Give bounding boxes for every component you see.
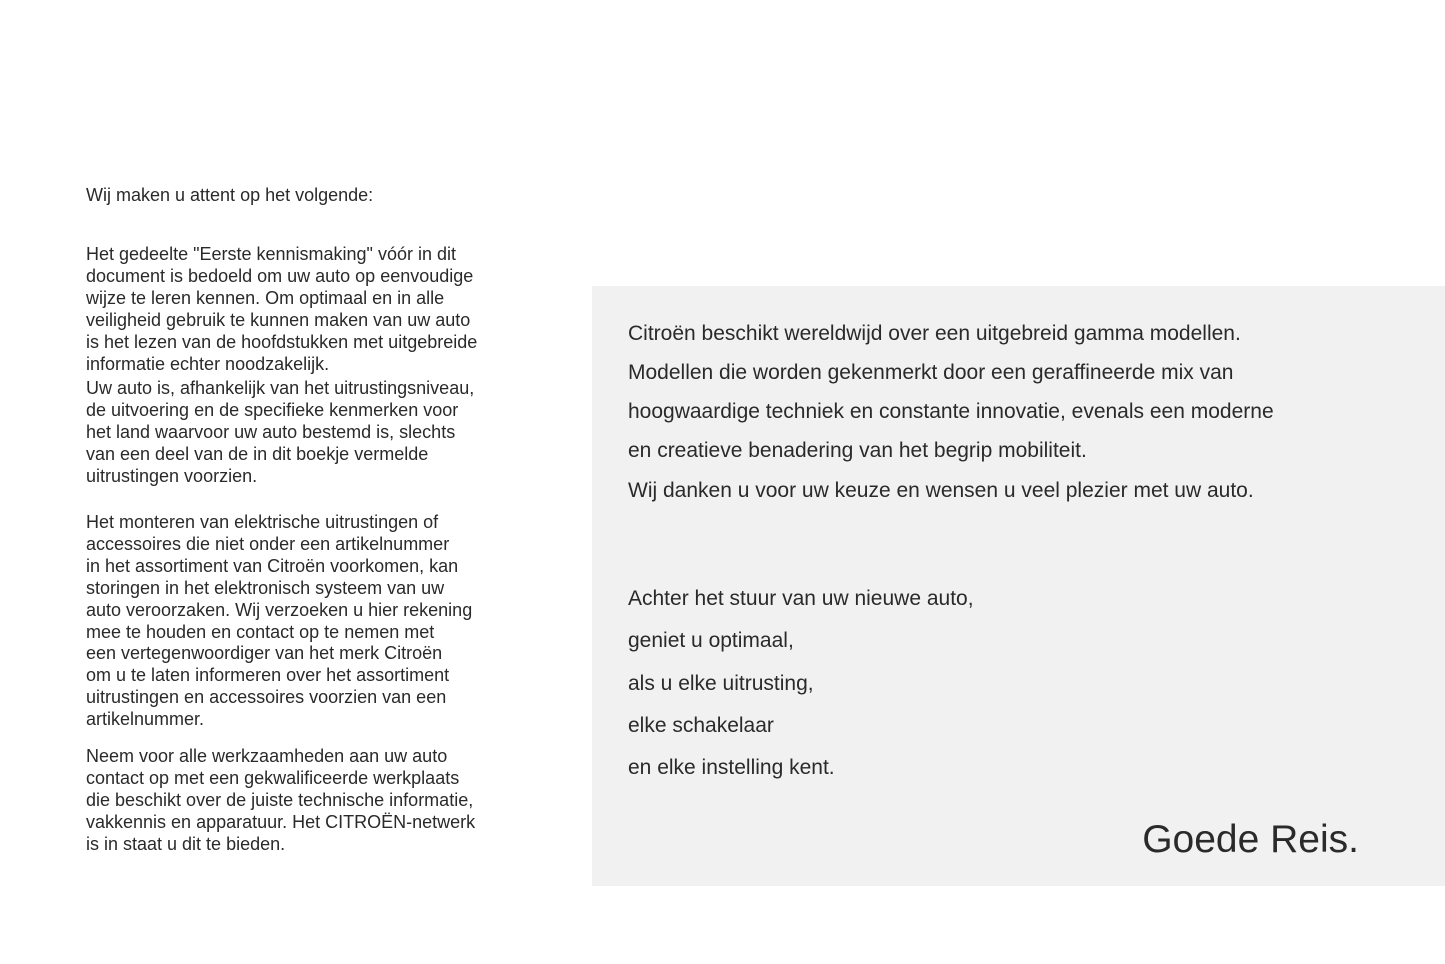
thanks-text: Wij danken u voor uw keuze en wensen u veel plezier met uw auto. — [628, 479, 1254, 502]
welcome-panel — [592, 286, 1445, 886]
poem-line: Achter het stuur van uw nieuwe auto, — [628, 587, 974, 610]
poem-list — [628, 578, 974, 789]
poem-line: als u elke uitrusting, — [628, 671, 814, 695]
intro-line: Wij maken u attent op het volgende: — [86, 185, 374, 205]
poem-line: elke schakelaar — [628, 713, 774, 737]
poem-line: geniet u optimaal, — [628, 629, 794, 653]
paragraph-workshop: Neem voor alle werkzaamheden aan uw auto contact op met een gekwalificeerde werkplaats die beschikt over de juiste technische informatie, vakkennis en apparatuur. Het CITROËN-netwerk is in staat u dit te bieden. — [86, 746, 476, 854]
closing-greeting: Goede Reis. — [1142, 818, 1359, 861]
welcome-text: Citroën beschikt wereldwijd over een uitgebreid gamma modellen. Modellen die worden gekenmerkt door een geraffineerde mix van hoogwaardige techniek en constante innovatie, evenals een moderne en creatieve benadering van het begrip mobiliteit. — [628, 322, 1274, 462]
poem-line: en elke instelling kent. — [628, 756, 835, 780]
paragraph-equipment-level: Uw auto is, afhankelijk van het uitrustingsniveau, de uitvoering en de specifieke kenmerken voor het land waarvoor uw auto bestemd is, slechts van een deel van de in dit boekje vermelde uitrustingen voorzien. — [86, 378, 475, 486]
paragraph-electrical-accessories: Het monteren van elektrische uitrustingen of accessoires die niet onder een artikelnummer in het assortiment van Citroën voorkomen, kan storingen in het elektronisch systeem van uw auto veroorzaken. Wij verzoeken u hier rekening mee te houden en contact op te nemen met een vertegenwoordiger van het merk Citroën om u te laten informeren over het assortiment uitrustingen en accessoires voorzien van een artikelnummer. — [86, 512, 473, 730]
paragraph-first-acquaintance: Het gedeelte "Eerste kennismaking" vóór in dit document is bedoeld om uw auto op eenvoudige wijze te leren kennen. Om optimaal en in alle veiligheid gebruik te kunnen maken van uw auto is het lezen van de hoofdstukken met uitgebreide informatie echter noodzakelijk. — [86, 244, 478, 374]
